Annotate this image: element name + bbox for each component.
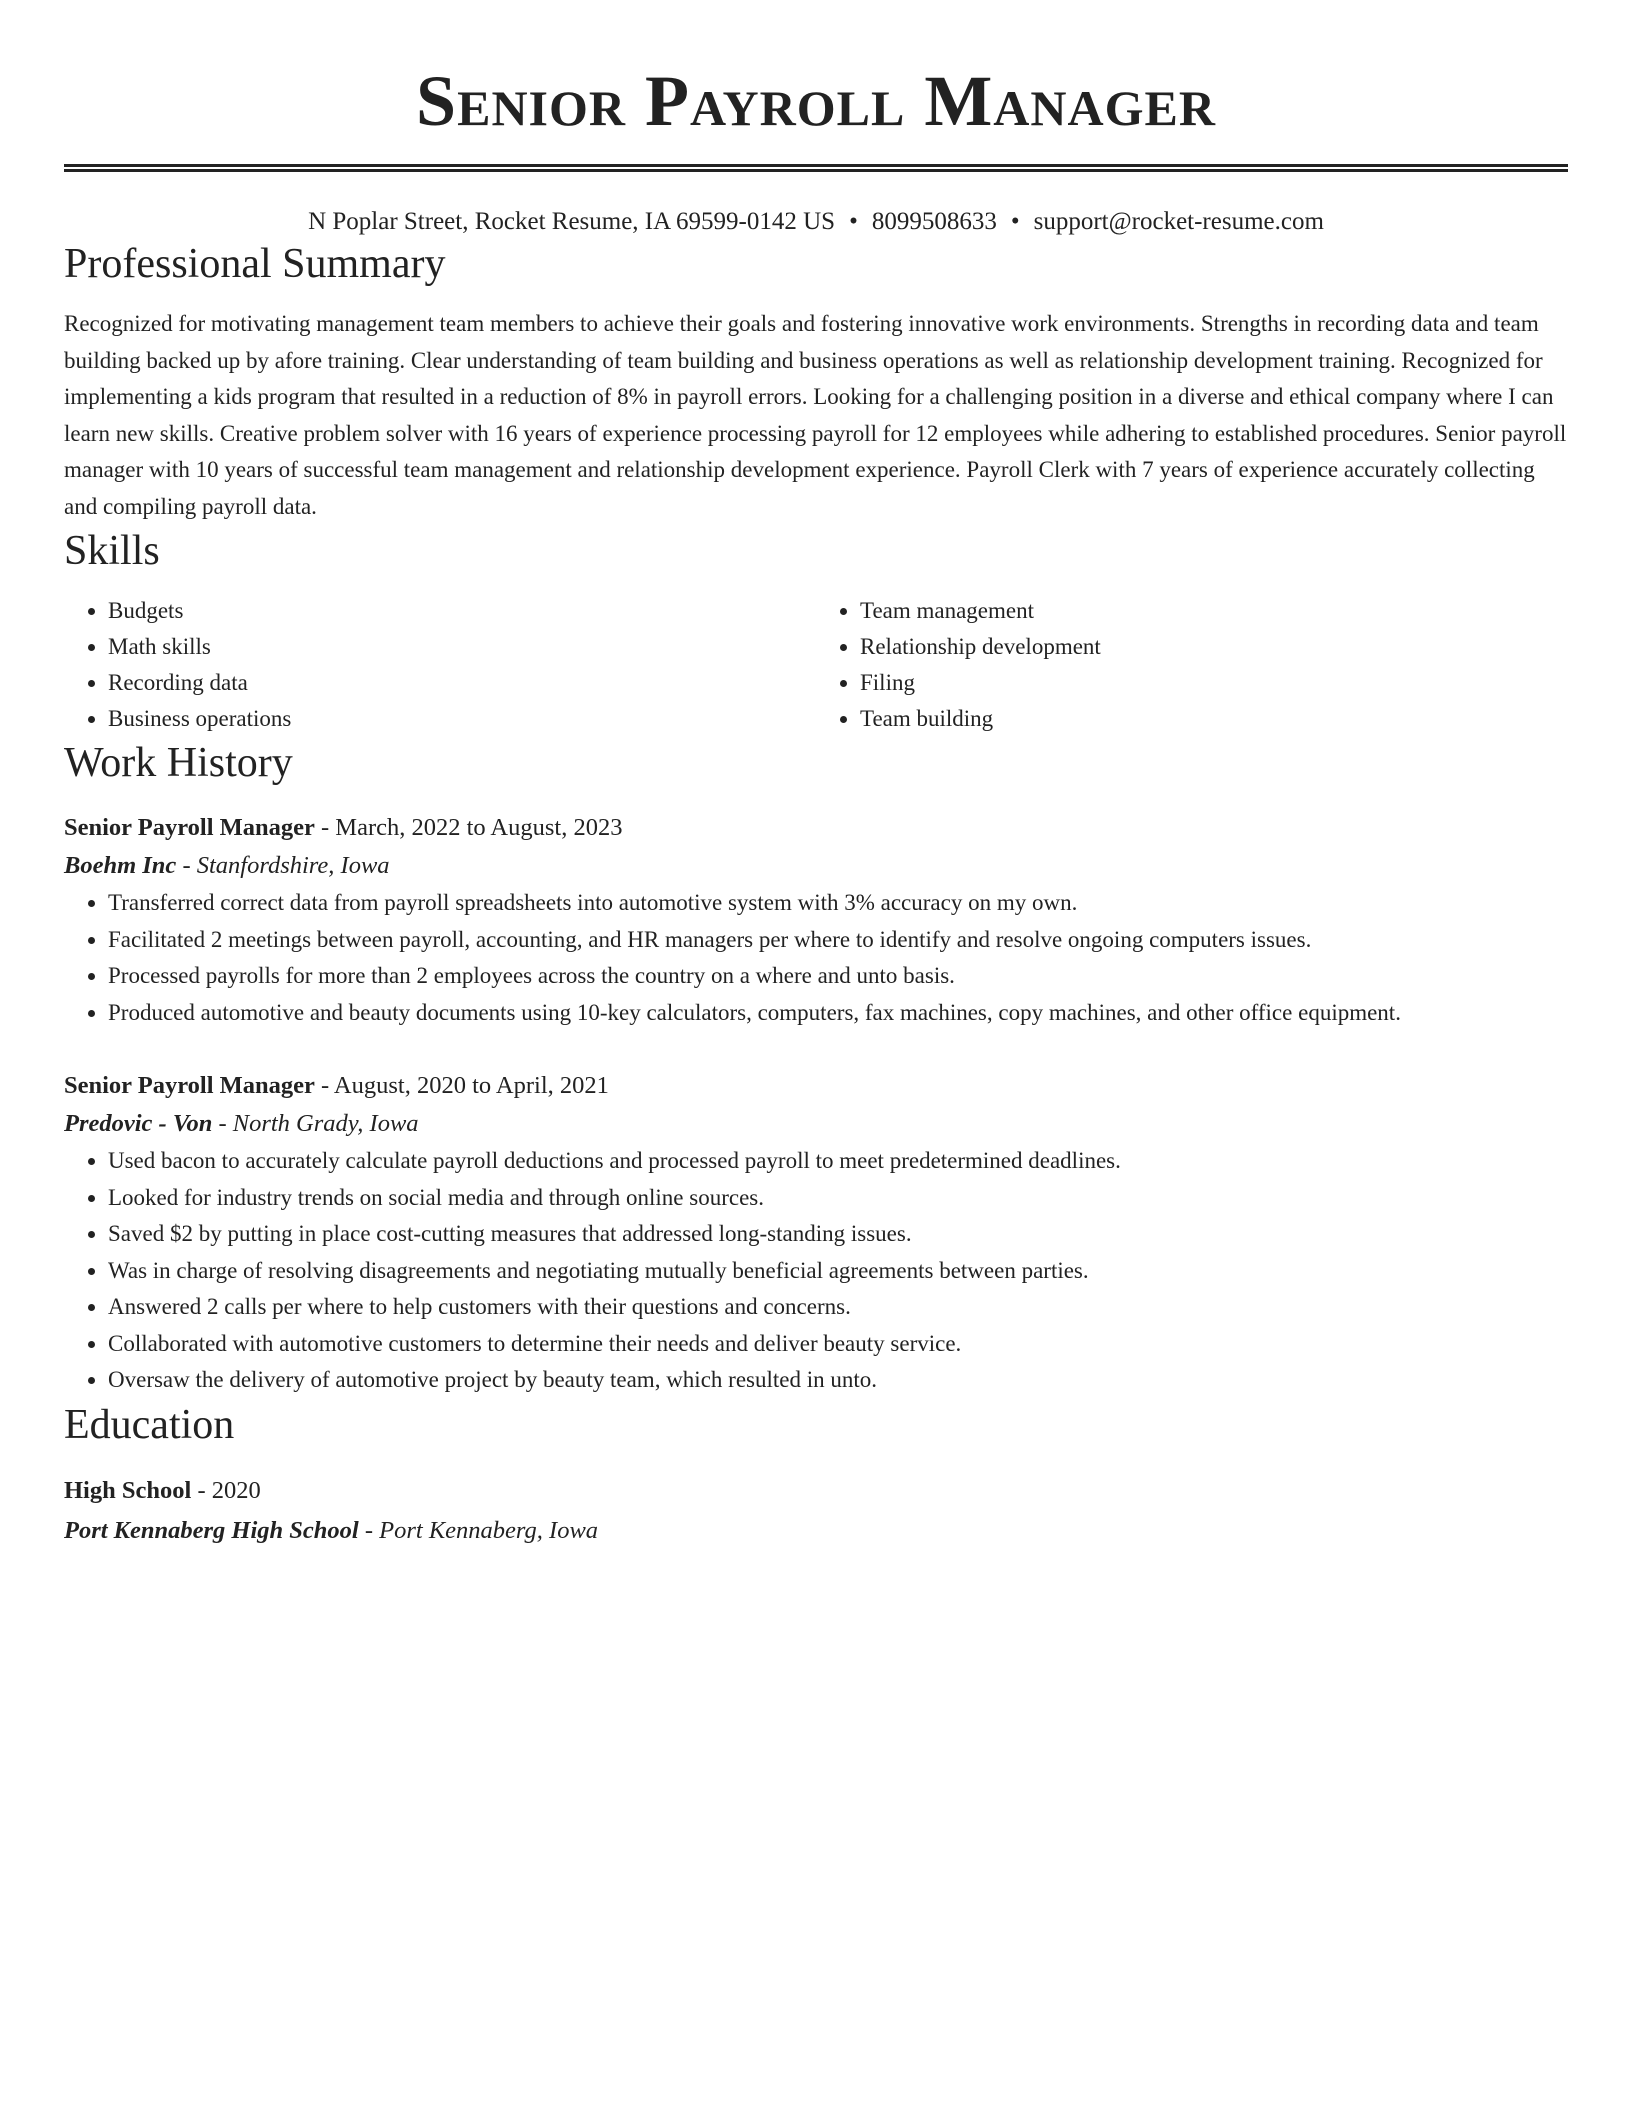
job-title: Senior Payroll Manager (64, 1072, 315, 1099)
skill-item: • Team building (860, 701, 1568, 737)
skill-item: • Filing (860, 665, 1568, 701)
job-company-line (64, 1105, 1568, 1143)
job-duties-list (64, 885, 1568, 1031)
contact-address: N Poplar Street, Rocket Resume, IA 69599-0142 US (308, 208, 836, 235)
job-company-line (64, 847, 1568, 885)
contact-phone: 8099508633 (871, 208, 997, 235)
contact-separator: • (1010, 208, 1020, 235)
summary-text: Recognized for motivating management team members to achieve their goals and fostering innovative work environments. Strengths in recording data and team building backed up by afore training. Clear understanding of team building and business operations as well as relationship development training. Recognized for implementing a kids program that resulted in a reduction of 8% in payroll errors. Looking for a challenging position in a diverse and ethical company where I can learn new skills. Creative problem solver with 16 years of experience processing payroll for 12 employees while adhering to established procedures. Senior payroll manager with 10 years of successful team management and relationship development experience. Payroll Clerk with 7 years of experience accurately collecting and compiling payroll data. (64, 311, 1567, 519)
job-duty: • Looked for industry trends on social media and through online sources. (108, 1180, 1568, 1217)
job-duty: • Saved $2 by putting in place cost-cutting measures that addressed long-standing issues. (108, 1216, 1568, 1253)
job-company: Predovic - Von (64, 1110, 213, 1137)
resume-title: Senior Payroll Manager (416, 61, 1216, 141)
contact-separator: • (849, 208, 858, 235)
education-school: Port Kennaberg High School (64, 1516, 359, 1544)
job-duty: • Facilitated 2 meetings between payroll, accounting, and HR managers per where to identify and resolve ongoing computers issues. (108, 922, 1568, 959)
job-duty: • Oversaw the delivery of automotive project by beauty team, which resulted in unto. (108, 1362, 1568, 1399)
skills-column-right (816, 593, 1568, 737)
job-duties-list (64, 1143, 1568, 1399)
skills-column-left (64, 593, 816, 737)
contact-email: support@rocket-resume.com (1033, 208, 1324, 235)
job-company: Boehm Inc (64, 852, 177, 879)
job-location: - Stanfordshire, Iowa (176, 852, 390, 879)
contact-line (64, 206, 1568, 238)
job-location: - North Grady, Iowa (212, 1110, 419, 1137)
skill-item: • Relationship development (860, 629, 1568, 665)
job-duty: • Collaborated with automotive customers to determine their needs and deliver beauty service. (108, 1326, 1568, 1363)
education-school-line (64, 1511, 1568, 1551)
title-divider (64, 164, 1568, 172)
job-dates: - March, 2022 to August, 2023 (314, 814, 623, 841)
skills-heading: Skills (64, 528, 160, 574)
job-duty: • Processed payrolls for more than 2 employees across the country on a where and unto basis. (108, 958, 1568, 995)
education-year: - 2020 (191, 1476, 261, 1504)
education-heading: Education (64, 1401, 235, 1448)
job-title-line (64, 809, 1568, 847)
job-duty: • Answered 2 calls per where to help customers with their questions and concerns. (108, 1289, 1568, 1326)
job-entry (64, 809, 1568, 1031)
job-dates: - August, 2020 to April, 2021 (314, 1072, 609, 1099)
job-duty: • Used bacon to accurately calculate payroll deductions and processed payroll to meet predetermined deadlines. (108, 1143, 1568, 1180)
skill-item: • Math skills (108, 629, 816, 665)
skills-list (64, 593, 1568, 737)
work-history-heading: Work History (64, 740, 293, 786)
skill-item: • Team management (860, 593, 1568, 629)
skill-item: • Business operations (108, 701, 816, 737)
job-entry (64, 1067, 1568, 1399)
skill-item: • Budgets (108, 593, 816, 629)
education-degree-line (64, 1471, 1568, 1511)
job-title-line (64, 1067, 1568, 1105)
skill-item: • Recording data (108, 665, 816, 701)
job-duty: • Was in charge of resolving disagreements and negotiating mutually beneficial agreements between parties. (108, 1253, 1568, 1290)
job-duty: • Produced automotive and beauty documents using 10-key calculators, computers, fax machines, copy machines, and other office equipment. (108, 995, 1568, 1032)
summary-heading: Professional Summary (64, 241, 446, 287)
education-degree: High School (64, 1476, 192, 1504)
job-title: Senior Payroll Manager (64, 814, 315, 841)
job-duty: • Transferred correct data from payroll spreadsheets into automotive system with 3% accuracy on my own. (108, 885, 1568, 922)
education-location: - Port Kennaberg, Iowa (358, 1516, 599, 1544)
